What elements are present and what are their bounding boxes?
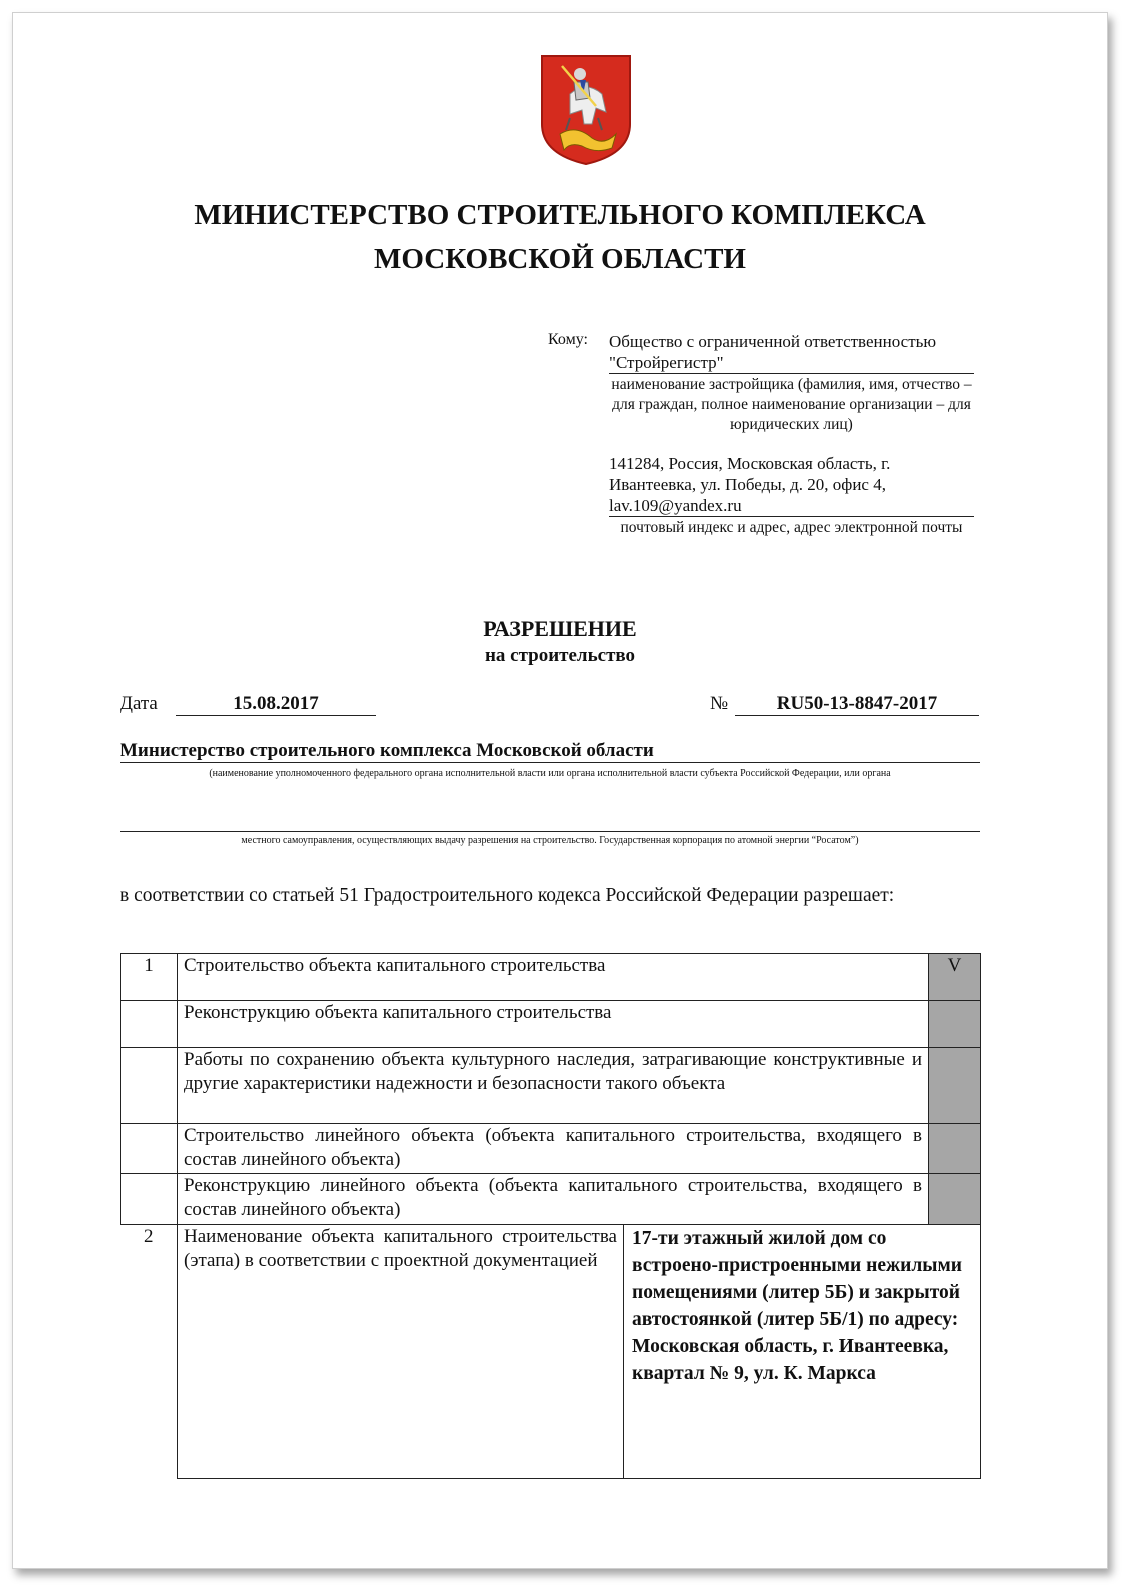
document-page (12, 12, 1108, 1569)
addressee-label: Кому: (548, 331, 588, 348)
option-mark: V (929, 954, 981, 1001)
option-text: Реконструкцию линейного объекта (объекта капитального строительства, входящего в состав линейного объекта) (178, 1174, 929, 1225)
date-label: Дата (120, 693, 158, 714)
table-row (121, 1001, 981, 1048)
object-name-label: Наименование объекта капитального строительства (этапа) в соответствии с проектной документацией (178, 1225, 624, 1479)
row-number-empty (121, 1124, 178, 1174)
date-value: 15.08.2017 (176, 693, 376, 716)
table-row (121, 954, 981, 1001)
table-row (121, 1174, 981, 1225)
ministry-title-line2: МОСКОВСКОЙ ОБЛАСТИ (373, 243, 746, 275)
issuer-caption-1: (наименование уполномоченного федерального органа исполнительной власти или органа исполнительной власти субъекта Российской Федерации, или органа (209, 768, 891, 779)
addressee-address-line3: lav.109@yandex.ru (609, 495, 974, 517)
option-mark (929, 1124, 981, 1174)
document-title: РАЗРЕШЕНИЕ (483, 616, 637, 641)
coat-of-arms-icon (540, 54, 632, 166)
addressee-address-line1: 141284, Россия, Московская область, г. (609, 454, 891, 473)
issuer-divider (120, 831, 980, 832)
document-subtitle: на строительство (484, 645, 636, 666)
option-text: Реконструкцию объекта капитального строительства (178, 1001, 929, 1048)
option-mark (929, 1174, 981, 1225)
addressee-name-caption: наименование застройщика (фамилия, имя, отчество – для граждан, полное наименование организации – для юридических лиц) (611, 376, 972, 433)
table-row (121, 1124, 981, 1174)
option-text: Работы по сохранению объекта культурного наследия, затрагивающие конструктивные и другие характеристики надежности и безопасности такого объекта (178, 1048, 929, 1124)
row-number: 2 (121, 1225, 178, 1479)
addressee-address-caption: почтовый индекс и адрес, адрес электронной почты (620, 519, 963, 536)
addressee-block (609, 331, 974, 538)
preamble-text: в соответствии со статьей 51 Градостроительного кодекса Российской Федерации разрешает: (120, 885, 895, 906)
addressee-address-line2: Ивантеевка, ул. Победы, д. 20, офис 4, (609, 475, 886, 494)
ministry-title-line1: МИНИСТЕРСТВО СТРОИТЕЛЬНОГО КОМПЛЕКСА (194, 199, 926, 231)
option-text: Строительство линейного объекта (объекта капитального строительства, входящего в состав линейного объекта) (178, 1124, 929, 1174)
option-mark (929, 1048, 981, 1124)
row-number: 1 (121, 954, 178, 1001)
number-label: № (710, 693, 729, 714)
addressee-name-line2: "Стройрегистр" (609, 352, 974, 374)
row-number-empty (121, 1048, 178, 1124)
issuer-caption-2: местного самоуправления, осуществляющих выдачу разрешения на строительство. Государственная корпорация по атомной энергии “Росатом”) (241, 835, 859, 846)
table-row (121, 1048, 981, 1124)
permit-table (120, 953, 981, 1479)
row-number-empty (121, 1174, 178, 1225)
issuer-name: Министерство строительного комплекса Московской области (120, 740, 980, 763)
addressee-name-line1: Общество с ограниченной ответственностью (609, 332, 937, 351)
table-row (121, 1225, 981, 1479)
number-value: RU50-13-8847-2017 (735, 693, 979, 716)
option-mark (929, 1001, 981, 1048)
option-text: Строительство объекта капитального строительства (178, 954, 929, 1001)
row-number-empty (121, 1001, 178, 1048)
object-name-value: 17-ти этажный жилой дом со встроено-пристроенными нежилыми помещениями (литер 5Б) и закрытой автостоянкой (литер 5Б/1) по адресу: Московская область, г. Ивантеевка, квартал № 9, ул. К. Маркса (624, 1225, 981, 1479)
